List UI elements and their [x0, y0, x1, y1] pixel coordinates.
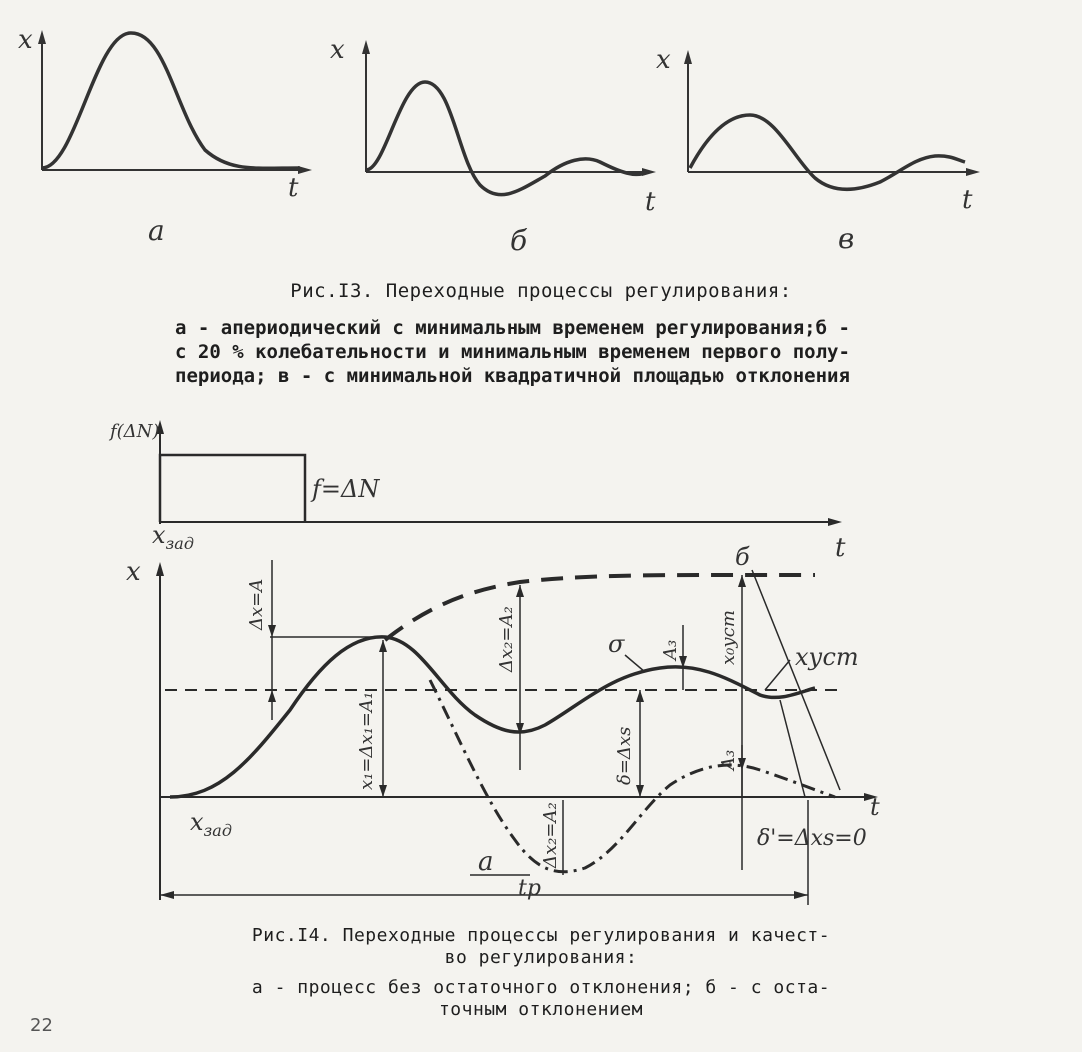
panel-b-y-label: x	[330, 35, 345, 65]
dx2-label: Δx₂=A₂	[496, 606, 517, 672]
delta-zero-label: δ'=Δxs=0	[757, 826, 867, 851]
x1-label: x₁=Δx₁=A₁	[356, 691, 377, 790]
tp-label: tр	[518, 876, 541, 901]
figure-13-caption: Рис.I3. Переходные процессы регулирования:	[290, 280, 792, 302]
curve-b-label: б	[735, 543, 750, 571]
dx1-label: Δx=A	[246, 578, 267, 630]
t-bottom-label: t	[870, 793, 880, 821]
f-axis-label: f(ΔN)	[110, 421, 160, 442]
figure-14-caption-line1: Рис.I4. Переходные процессы регулирования и качест-	[251, 925, 831, 946]
panel-a-letter: а	[148, 214, 165, 247]
x-zad-top-label: $x_{зад}$	[152, 521, 194, 553]
x-axis-arrow	[156, 562, 164, 576]
sigma-label: σ	[608, 630, 625, 658]
a3-upper-label: A₃	[660, 639, 681, 660]
panel-b-x-label: t	[645, 187, 656, 217]
panel-c-letter: в	[838, 222, 855, 255]
dx2-lower-label: Δx₂=A₂	[540, 802, 561, 868]
leader-xust	[765, 660, 790, 690]
leader-sigma	[625, 655, 645, 672]
delta-dxs-label: δ=Δxs	[614, 726, 635, 785]
step-input	[160, 455, 305, 522]
a3-lower-label: A₃	[718, 749, 739, 770]
page-number: 22	[30, 1015, 53, 1036]
panel-c-x-label: t	[962, 185, 973, 215]
panel-a-y-label: x	[18, 25, 33, 55]
figure-14-caption-line2: во регулирования:	[444, 947, 638, 968]
x-ust0-label: x₀уст	[718, 610, 739, 665]
figure-14-legend-line1: а - процесс без остаточного отклонения; б - с оста-	[251, 977, 831, 998]
x-zad-bottom-label: $x_{зад}$	[190, 808, 232, 840]
x-ust-label: xуст	[795, 643, 859, 671]
x-axis-label: x	[126, 557, 141, 587]
figure-14-legend-line2: точным отклонением	[438, 999, 644, 1020]
curve-a-label: a	[478, 847, 494, 877]
top-time-arrow	[828, 518, 842, 526]
panel-b-letter: б	[510, 224, 528, 257]
leader-b	[752, 570, 840, 790]
t-top-label: t	[835, 533, 846, 563]
envelope-curve	[385, 575, 815, 640]
panel-a-x-label: t	[288, 173, 299, 203]
f-value-label: f=ΔN	[312, 475, 380, 503]
panel-c-y-label: x	[656, 45, 671, 75]
figure-13-legend: а - апериодический с минимальным временем регулирования;б - с 20 % колебательности и минимальным временем первого полу- периода; в - с минимальной квадратичной площадью отклонения	[175, 317, 850, 387]
leader-xust2	[780, 700, 805, 797]
